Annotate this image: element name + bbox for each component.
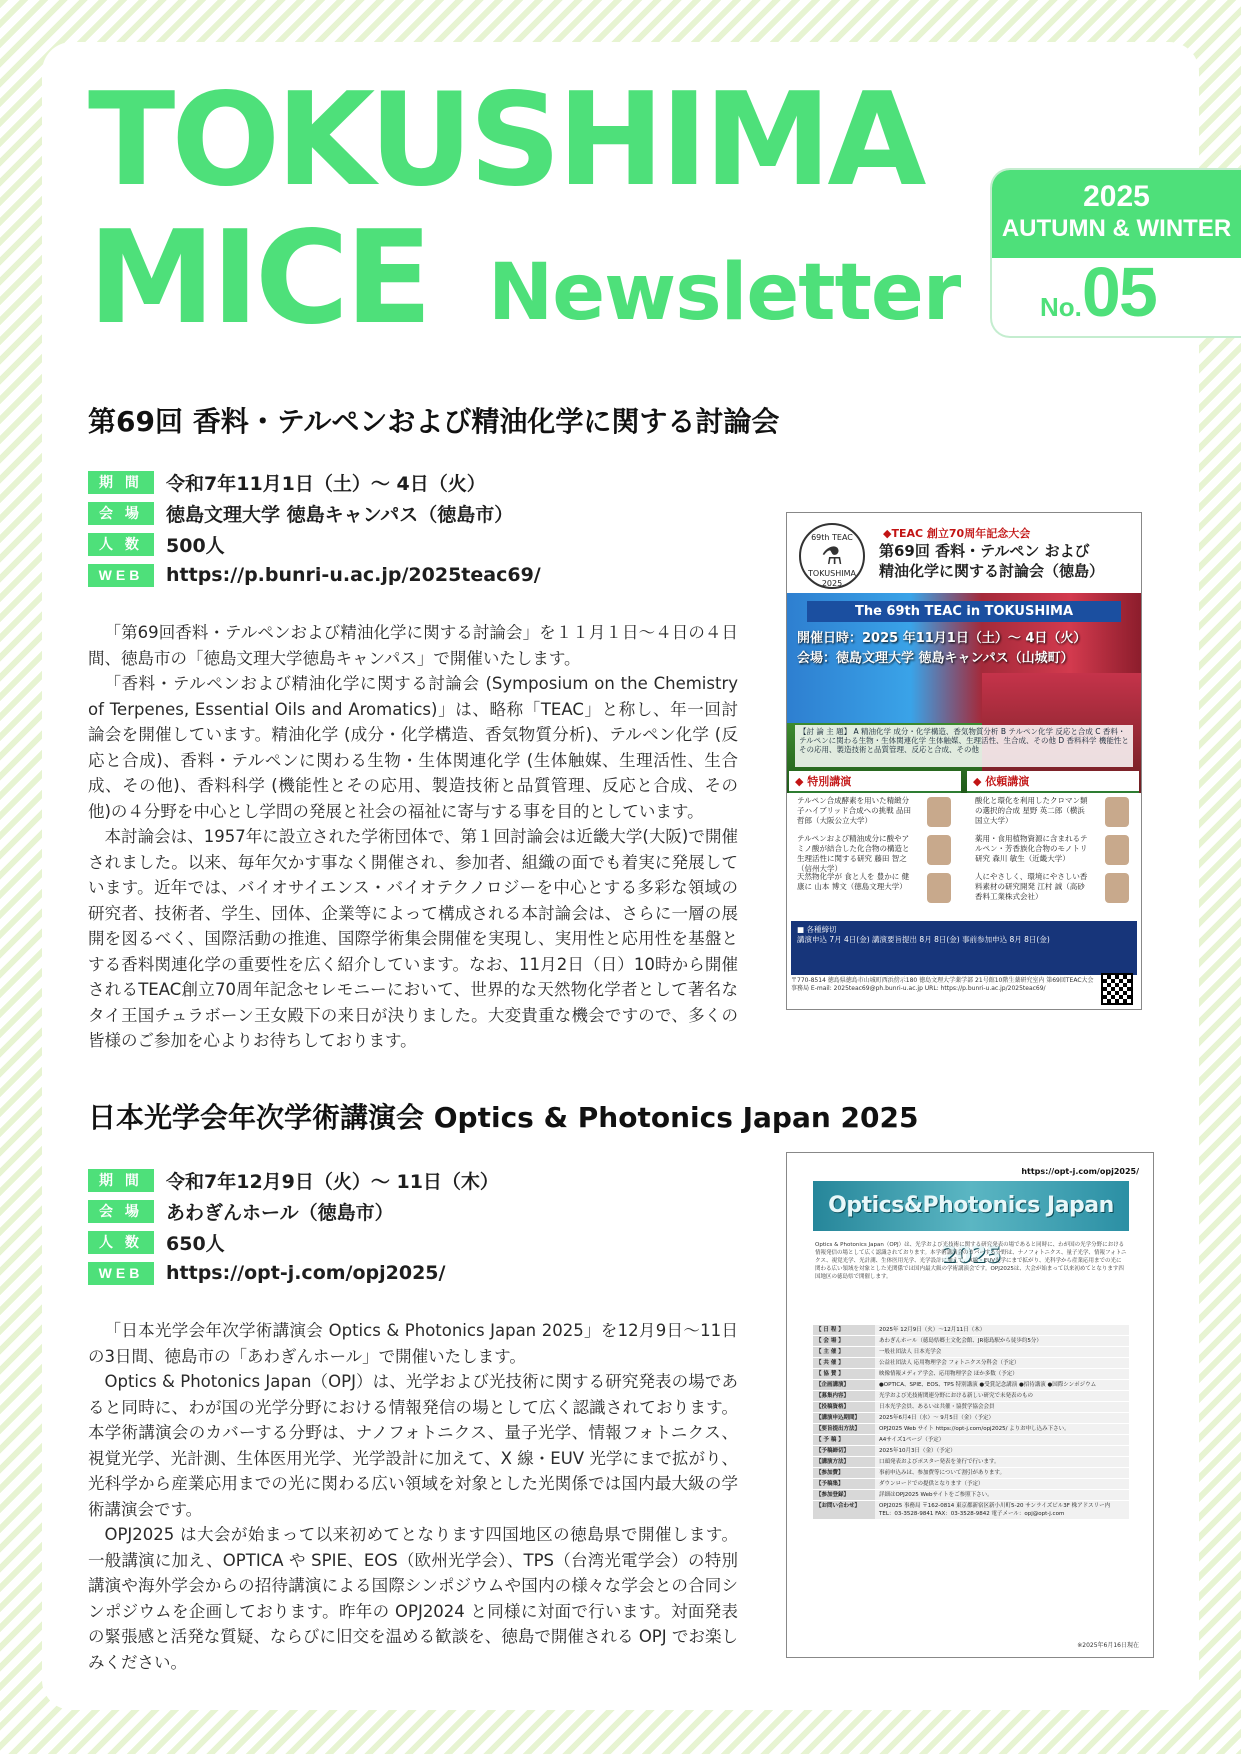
masthead-subtitle: Newsletter (488, 248, 961, 338)
logo-top-text: 69th TEAC (811, 533, 853, 542)
article2-paragraph: Optics & Photonics Japan（OPJ）は、光学および光技術に関する研究発表の場であると同時に、わが国の光学分野における情報発信の場として広く認識されております。本学術講演会のカバーする分野は、ナノフォトニクス、量子光学、情報フォトニクス、視覚光学、光計測、生体医用光学、光学設計に加えて、X 線・EUV 光学にまで拡がり、光科学から産業応用までの光に関わる広い領域を対象とした光関係では国内最大級の学術講演会です。 (88, 1372, 738, 1519)
logo-bottom-text: TOKUSHIMA 2025 (808, 569, 856, 588)
poster-title (879, 541, 1104, 581)
lecture-item (789, 793, 961, 831)
table-row (813, 1457, 1129, 1468)
row-value: 2025年6月4日（水）～ 9月5日（金）（予定） (875, 1413, 1129, 1423)
table-row (813, 1358, 1129, 1369)
lecture-text: 天然物化学が 食と人を 豊かに 健康に 山本 博文（徳島文理大学） (797, 872, 910, 891)
invited-lectures (967, 771, 1139, 921)
masthead-title-line2: MICE (88, 204, 429, 353)
speaker-photo (927, 873, 951, 903)
info-row (88, 1166, 499, 1194)
info-row (88, 561, 541, 589)
table-row (813, 1380, 1129, 1391)
article2-info (88, 1166, 499, 1290)
lecture-item (967, 793, 1139, 831)
special-lectures-heading: ◆ 特別講演 (789, 771, 961, 793)
poster-dates: 開催日時：2025 年11月1日（土）～ 4日（火） (797, 631, 1087, 646)
opj-poster (786, 1152, 1154, 1658)
info-tag: 人 数 (88, 533, 154, 556)
info-value[interactable]: https://p.bunri-u.ac.jp/2025teac69/ (166, 564, 541, 586)
teac-logo (799, 523, 865, 589)
row-value: 日本光学会員、あるいは共催・協賛学協会会員 (875, 1402, 1129, 1412)
poster-deadlines (791, 921, 1137, 975)
row-value: 口頭発表およびポスター発表を並行で行います。 (875, 1457, 1129, 1467)
row-value: あわぎんホール（徳島県郷土文化会館、JR徳島駅から徒歩約5分） (875, 1336, 1129, 1346)
issue-tab (990, 168, 1241, 338)
info-tag: WEB (88, 1262, 154, 1285)
poster-title-line2: 精油化学に関する討論会（徳島） (879, 562, 1105, 580)
row-key: 【 協 賛 】 (813, 1369, 875, 1379)
row-key: 【要旨提出方法】 (813, 1424, 875, 1434)
row-value: 2025年10月3日（金）（予定） (875, 1446, 1129, 1456)
info-tag: 会 場 (88, 1200, 154, 1223)
deadlines-text: 講演申込 7月 4日(金) 講演要旨提出 8月 8日(金) 事前参加申込 8月 8日(金) (797, 935, 1050, 944)
article2-paragraph: 「日本光学会年次学術講演会 Optics & Photonics Japan 2025」を12月9日～11日の3日間、徳島市の「あわぎんホール」で開催いたします。 (88, 1321, 738, 1366)
poster-title-line1: 第69回 香料・テルペン および (879, 542, 1090, 560)
row-key: 【お問い合わせ】 (813, 1501, 875, 1519)
row-key: 【 共 催 】 (813, 1358, 875, 1368)
lecture-item (789, 831, 961, 873)
deadlines-heading: ■ 各種締切 (797, 925, 837, 934)
info-row (88, 468, 541, 496)
info-value: 令和7年12月9日（火）～ 11日（木） (166, 1170, 499, 1193)
issue-number (1040, 252, 1156, 332)
speaker-photo (927, 797, 951, 827)
row-value: 公益社団法人 応用物理学会 フォトニクス分科会（予定） (875, 1358, 1129, 1368)
lecture-text: 酸化と環化を利用したクロマン類の選択的合成 星野 英二郎（横浜国立大学） (975, 796, 1088, 825)
info-row (88, 530, 541, 558)
article2-title: 日本光学会年次学術講演会 Optics & Photonics Japan 2025 (88, 1101, 919, 1134)
lecture-text: 人にやさしく、環境にやさしい香料素材の研究開発 江村 誠（高砂香料工業株式会社） (975, 872, 1088, 901)
qr-code-icon[interactable] (1101, 973, 1133, 1005)
info-tag: 会 場 (88, 502, 154, 525)
row-key: 【企画講演】 (813, 1380, 875, 1390)
row-value: 光学および光技術関連分野における新しい研究で未発表のもの (875, 1391, 1129, 1401)
article1-info (88, 468, 541, 592)
row-value: 映像情報メディア学会、応用物理学会 ほか多数（予定） (875, 1369, 1129, 1379)
table-row (813, 1490, 1129, 1501)
article2-body (88, 1318, 738, 1675)
info-value: あわぎんホール（徳島市） (166, 1201, 394, 1224)
lecture-text: 薬用・食用植物資源に含まれるテルペン・芳香族化合物のモノトリ研究 森川 敏生（近畿大学） (975, 834, 1088, 863)
speaker-photo (1105, 797, 1129, 827)
table-row (813, 1336, 1129, 1347)
poster-intro: Optics & Photonics Japan（OPJ）は、光学および光技術に関する研究発表の場であると同時に、わが国の光学分野における情報発信の場として広く認識されております。本学術講演会のカバーする分野は、ナノフォトニクス、量子光学、情報フォトニクス、視覚光学、光計測、生体医用光学、光学設計に加えて、X線・EUV光学にまで拡がり、光科学から産業応用までの光に関わる広い領域を対象とした光関係では国内最大級の学術講演会です。OPJ2025は、大会が始まって以来初めてとなります四国地区の徳島県で開催します。 (815, 1242, 1127, 1280)
row-key: 【 主 催 】 (813, 1347, 875, 1357)
info-value: 500人 (166, 534, 225, 557)
table-row (813, 1325, 1129, 1336)
speaker-photo (927, 835, 951, 865)
table-row (813, 1413, 1129, 1424)
poster-table (813, 1325, 1129, 1520)
lecture-item (967, 869, 1139, 907)
poster-schedule (797, 629, 1086, 669)
issue-band (992, 170, 1241, 258)
speaker-photo (1105, 835, 1129, 865)
invited-lectures-heading: ◆ 依頼講演 (967, 771, 1139, 793)
row-value: 一般社団法人 日本光学会 (875, 1347, 1129, 1357)
lecture-text: テルペン合成酵素を用いた精緻分子ハイブリッド合成への挑戦 品田 哲郎（大阪公立大学） (797, 796, 912, 825)
issue-year: 2025 (1083, 180, 1150, 213)
table-row (813, 1446, 1129, 1457)
row-value: OPJ2025 事務局 〒162-0814 東京都新宿区新小川町5-20 サンライズビル3F 株アドスリー内 TEL：03-3528-9841 FAX：03-3528-9842 電子メール：opj@opt-j.com (875, 1501, 1129, 1519)
info-tag: 期 間 (88, 471, 154, 494)
article1-title: 第69回 香料・テルペンおよび精油化学に関する討論会 (88, 405, 780, 438)
info-row (88, 1228, 499, 1256)
row-value: 2025年 12月9日（火）～12月11日（木） (875, 1325, 1129, 1335)
info-tag: WEB (88, 564, 154, 587)
row-key: 【 予 稿 】 (813, 1435, 875, 1445)
poster-date: ※2025年6月16日現在 (1077, 1642, 1139, 1649)
poster-footer: 〒770-8514 徳島県徳島市山城町西浜傍示180 徳島文理大学薬学部 21号館10階生薬研究室内 第69回TEAC大会事務局 E-mail: 2025teac69@ph.bunri-u.ac.jp URL: https://p.bunri-u.ac.jp/2025teac69/ (791, 977, 1094, 992)
table-row (813, 1479, 1129, 1490)
row-key: 【講演申込期間】 (813, 1413, 875, 1423)
row-key: 【講演方法】 (813, 1457, 875, 1467)
table-row (813, 1501, 1129, 1520)
row-key: 【予稿集】 (813, 1479, 875, 1489)
poster-venue: 会場：徳島文理大学 徳島キャンパス（山城町） (797, 651, 1074, 666)
article1-paragraph: 「香料・テルペンおよび精油化学に関する討論会 (Symposium on the Chemistry of Terpenes, Essential Oils and Aromatics)」は、略称「TEAC」と称し、年一回討論会を開催しています。精油化学 (成分・化学構造、香気物質分析)、テルペン化学 (反応と合成)、香料・テルペンに関わる生物・生体関連化学 (生体触媒、生理活性、生合成、その他)、香料科学 (機能性とその応用、製造技術と品質管理、反応と合成、その他)の４分野を中心とし学問の発展と社会の福祉に寄与する事を目的としています。 (88, 674, 738, 821)
poster-band: The 69th TEAC in TOKUSHIMA (807, 601, 1121, 622)
info-row (88, 1197, 499, 1225)
speaker-photo (1105, 873, 1129, 903)
poster-banner: Optics&Photonics Japan 2025 (813, 1181, 1129, 1231)
article1-paragraph: 本討論会は、1957年に設立された学術団体で、第１回討論会は近畿大学(大阪)で開催されました。以来、毎年欠かす事なく開催され、参加者、組織の面でも着実に発展しています。近年では、バイオサイエンス・バイオテクノロジーを中心とする多彩な領域の研究者、技術者、学生、団体、企業等によって構成される本討論会は、さらに一層の展開を図るべく、国際活動の推進、国際学術集会開催を実現し、実用性と応用性を基盤とする香料関連化学の重要性を広く紹介しています。なお、11月2日（日）10時から開催されるTEAC創立70周年記念セレモニーにおいて、世界的な天然物化学者として著名なタイ王国チュラボーン王女殿下の来日が決りました。大変貴重な機会ですので、多くの皆様のご参加を心よりお待ちしております。 (88, 827, 738, 1050)
special-lectures (789, 771, 961, 921)
article1-body (88, 620, 738, 1054)
table-row (813, 1435, 1129, 1446)
row-key: 【参加費】 (813, 1468, 875, 1478)
row-key: 【 会 場 】 (813, 1336, 875, 1346)
teac-poster (786, 512, 1142, 1010)
row-value: 詳細はOPJ2025 Webサイトをご参照下さい。 (875, 1490, 1129, 1500)
row-key: 【投稿資格】 (813, 1402, 875, 1412)
row-value: OPJ2025 Web サイト https://opt-j.com/opj2025/ よりお申し込み下さい。 (875, 1424, 1129, 1434)
issue-digits: 05 (1081, 253, 1156, 331)
row-value: A4サイズ1ページ（予定） (875, 1435, 1129, 1445)
row-key: 【参加登録】 (813, 1490, 875, 1500)
row-key: 【予稿締切】 (813, 1446, 875, 1456)
row-value: 事前申込みは、参加費等について割引があります。 (875, 1468, 1129, 1478)
article1-paragraph: 「第69回香料・テルペンおよび精油化学に関する討論会」を１１月１日～４日の４日間、徳島市の「徳島文理大学徳島キャンパス」で開催いたします。 (88, 623, 738, 668)
lecture-text: テルペンおよび精油成分に酸やアミノ酸が結合した化合物の構造と生理活性に関する研究 藤田 智之（信州大学） (797, 834, 910, 873)
poster-url[interactable]: https://opt-j.com/opj2025/ (1021, 1167, 1139, 1176)
lecture-item (967, 831, 1139, 869)
info-row (88, 499, 541, 527)
poster-header (787, 513, 1141, 591)
info-row (88, 1259, 499, 1287)
row-value: ●OPTICA、SPIE、EOS、TPS 特別講演 ●受賞記念講演 ●招待講演 ●国際シンポジウム (875, 1380, 1129, 1390)
info-value: 令和7年11月1日（土）～ 4日（火） (166, 472, 486, 495)
info-tag: 期 間 (88, 1169, 154, 1192)
info-value: 徳島文理大学 徳島キャンパス（徳島市） (166, 503, 514, 526)
article2-paragraph: OPJ2025 は大会が始まって以来初めてとなります四国地区の徳島県で開催します。一般講演に加え、OPTICA や SPIE、EOS（欧州光学会）、TPS（台湾光電学会）の特別講演や海外学会からの招待講演による国際シンポジウムや国内の様々な学会との合同シンポジウムを企画しております。昨年の OPJ2024 と同様に対面で行います。対面発表の緊張感と活発な質疑、ならびに旧交を温める歓談を、徳島で開催される OPJ でお楽しみください。 (88, 1525, 738, 1672)
table-row (813, 1468, 1129, 1479)
poster-lectures (787, 771, 1141, 921)
info-value[interactable]: https://opt-j.com/opj2025/ (166, 1262, 446, 1284)
row-key: 【募集内容】 (813, 1391, 875, 1401)
row-value: ダウンロードでの提供となります（予定） (875, 1479, 1129, 1489)
poster-themes: 【討 論 主 題】 A 精油化学 成分・化学構造、香気物質分析 B テルペン化学 反応と合成 C 香料・テルペンに関わる生物・生体関連化学 生体触媒、生理活性、生合成、その他 D 香料科学 機能性とその応用、製造技術と品質管理、反応と合成、その他 (795, 725, 1133, 767)
poster-label: ◆TEAC 創立70周年記念大会 (883, 527, 1031, 540)
lecture-item (789, 869, 961, 907)
row-key: 【 日 程 】 (813, 1325, 875, 1335)
flask-icon: ⚗ (821, 542, 843, 570)
table-row (813, 1347, 1129, 1358)
masthead-title-line1: TOKUSHIMA (88, 66, 923, 215)
table-row (813, 1402, 1129, 1413)
issue-season: AUTUMN & WINTER (1001, 215, 1232, 242)
info-tag: 人 数 (88, 1231, 154, 1254)
table-row (813, 1369, 1129, 1380)
table-row (813, 1391, 1129, 1402)
info-value: 650人 (166, 1232, 225, 1255)
issue-prefix: No. (1040, 292, 1082, 322)
table-row (813, 1424, 1129, 1435)
